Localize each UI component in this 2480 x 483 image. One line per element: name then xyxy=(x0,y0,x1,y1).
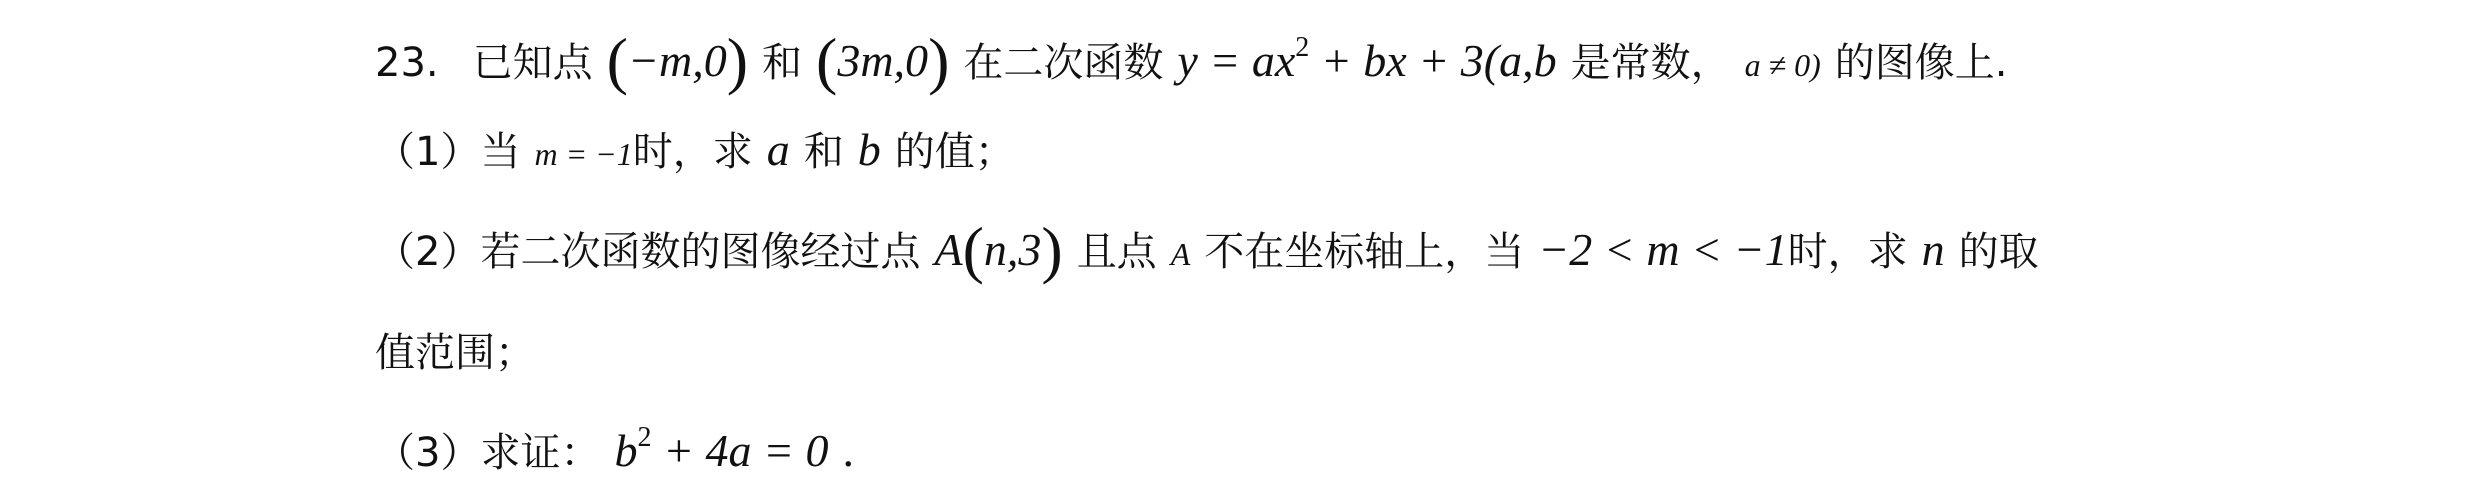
point1-paren-open: ( xyxy=(606,25,628,96)
part3-line xyxy=(375,408,854,483)
part3-end: . xyxy=(842,425,855,476)
part3-label: （3）求证： xyxy=(375,430,601,476)
part2-text-4: 的取 xyxy=(1958,229,2039,275)
part2-range: −2 < m < −1 xyxy=(1538,224,1788,275)
part1-line xyxy=(375,120,1015,184)
part2-text-3: 时，求 xyxy=(1787,229,1908,275)
part2-text-2: 不在坐标轴上，当 xyxy=(1204,229,1525,275)
part2-paren-close: ) xyxy=(1041,214,1063,285)
part1-var-b: b xyxy=(857,124,881,175)
part1-text-1: 时，求 xyxy=(632,129,753,175)
part2-var-n: n xyxy=(1921,224,1945,275)
part1-condition: m = −1 xyxy=(534,136,633,172)
point2-paren-close: ) xyxy=(928,25,950,96)
function-lhs: y = ax xyxy=(1177,35,1296,86)
part2-continuation: 值范围； xyxy=(375,330,535,376)
problem-number: 23. xyxy=(375,40,439,86)
problem-intro-text: 已知点 xyxy=(472,40,593,86)
part2-label: （2）若二次函数的图像经过点 xyxy=(375,229,921,275)
part1-text-2: 的值； xyxy=(894,129,1015,175)
point1-paren-close: ) xyxy=(726,25,749,96)
part2-text-1: 且点 xyxy=(1076,229,1157,275)
point2-coordinates: 3m,0 xyxy=(837,35,929,86)
part2-line xyxy=(375,214,2039,285)
part2-point-coordinates: n,3 xyxy=(983,224,1042,275)
function-rhs: + bx + 3(a,b xyxy=(1309,35,1557,86)
part3-expr-exponent: 2 xyxy=(637,422,652,453)
part1-and-text: 和 xyxy=(803,129,844,175)
problem-constant-text: 是常数， xyxy=(1570,40,1731,86)
problem-statement-line xyxy=(375,18,2008,95)
part3-expr-base: b xyxy=(614,425,638,476)
part2-continuation-line xyxy=(375,322,535,383)
problem-end-text: 的图像上. xyxy=(1834,40,2008,86)
problem-condition: a ≠ 0) xyxy=(1744,47,1821,83)
function-exponent: 2 xyxy=(1295,32,1310,63)
part2-paren-open: ( xyxy=(962,214,984,285)
problem-function-intro: 在二次函数 xyxy=(963,40,1164,86)
part2-point-name-2: A xyxy=(1170,236,1191,272)
problem-and-text: 和 xyxy=(762,40,803,86)
point2-paren-open: ( xyxy=(816,25,838,96)
point1-coordinates: −m,0 xyxy=(627,35,727,86)
part1-label: （1）当 xyxy=(375,129,521,175)
part3-expr-rest: + 4a = 0 xyxy=(651,425,829,476)
part1-var-a: a xyxy=(766,124,790,175)
part2-point-name: A xyxy=(934,224,963,275)
